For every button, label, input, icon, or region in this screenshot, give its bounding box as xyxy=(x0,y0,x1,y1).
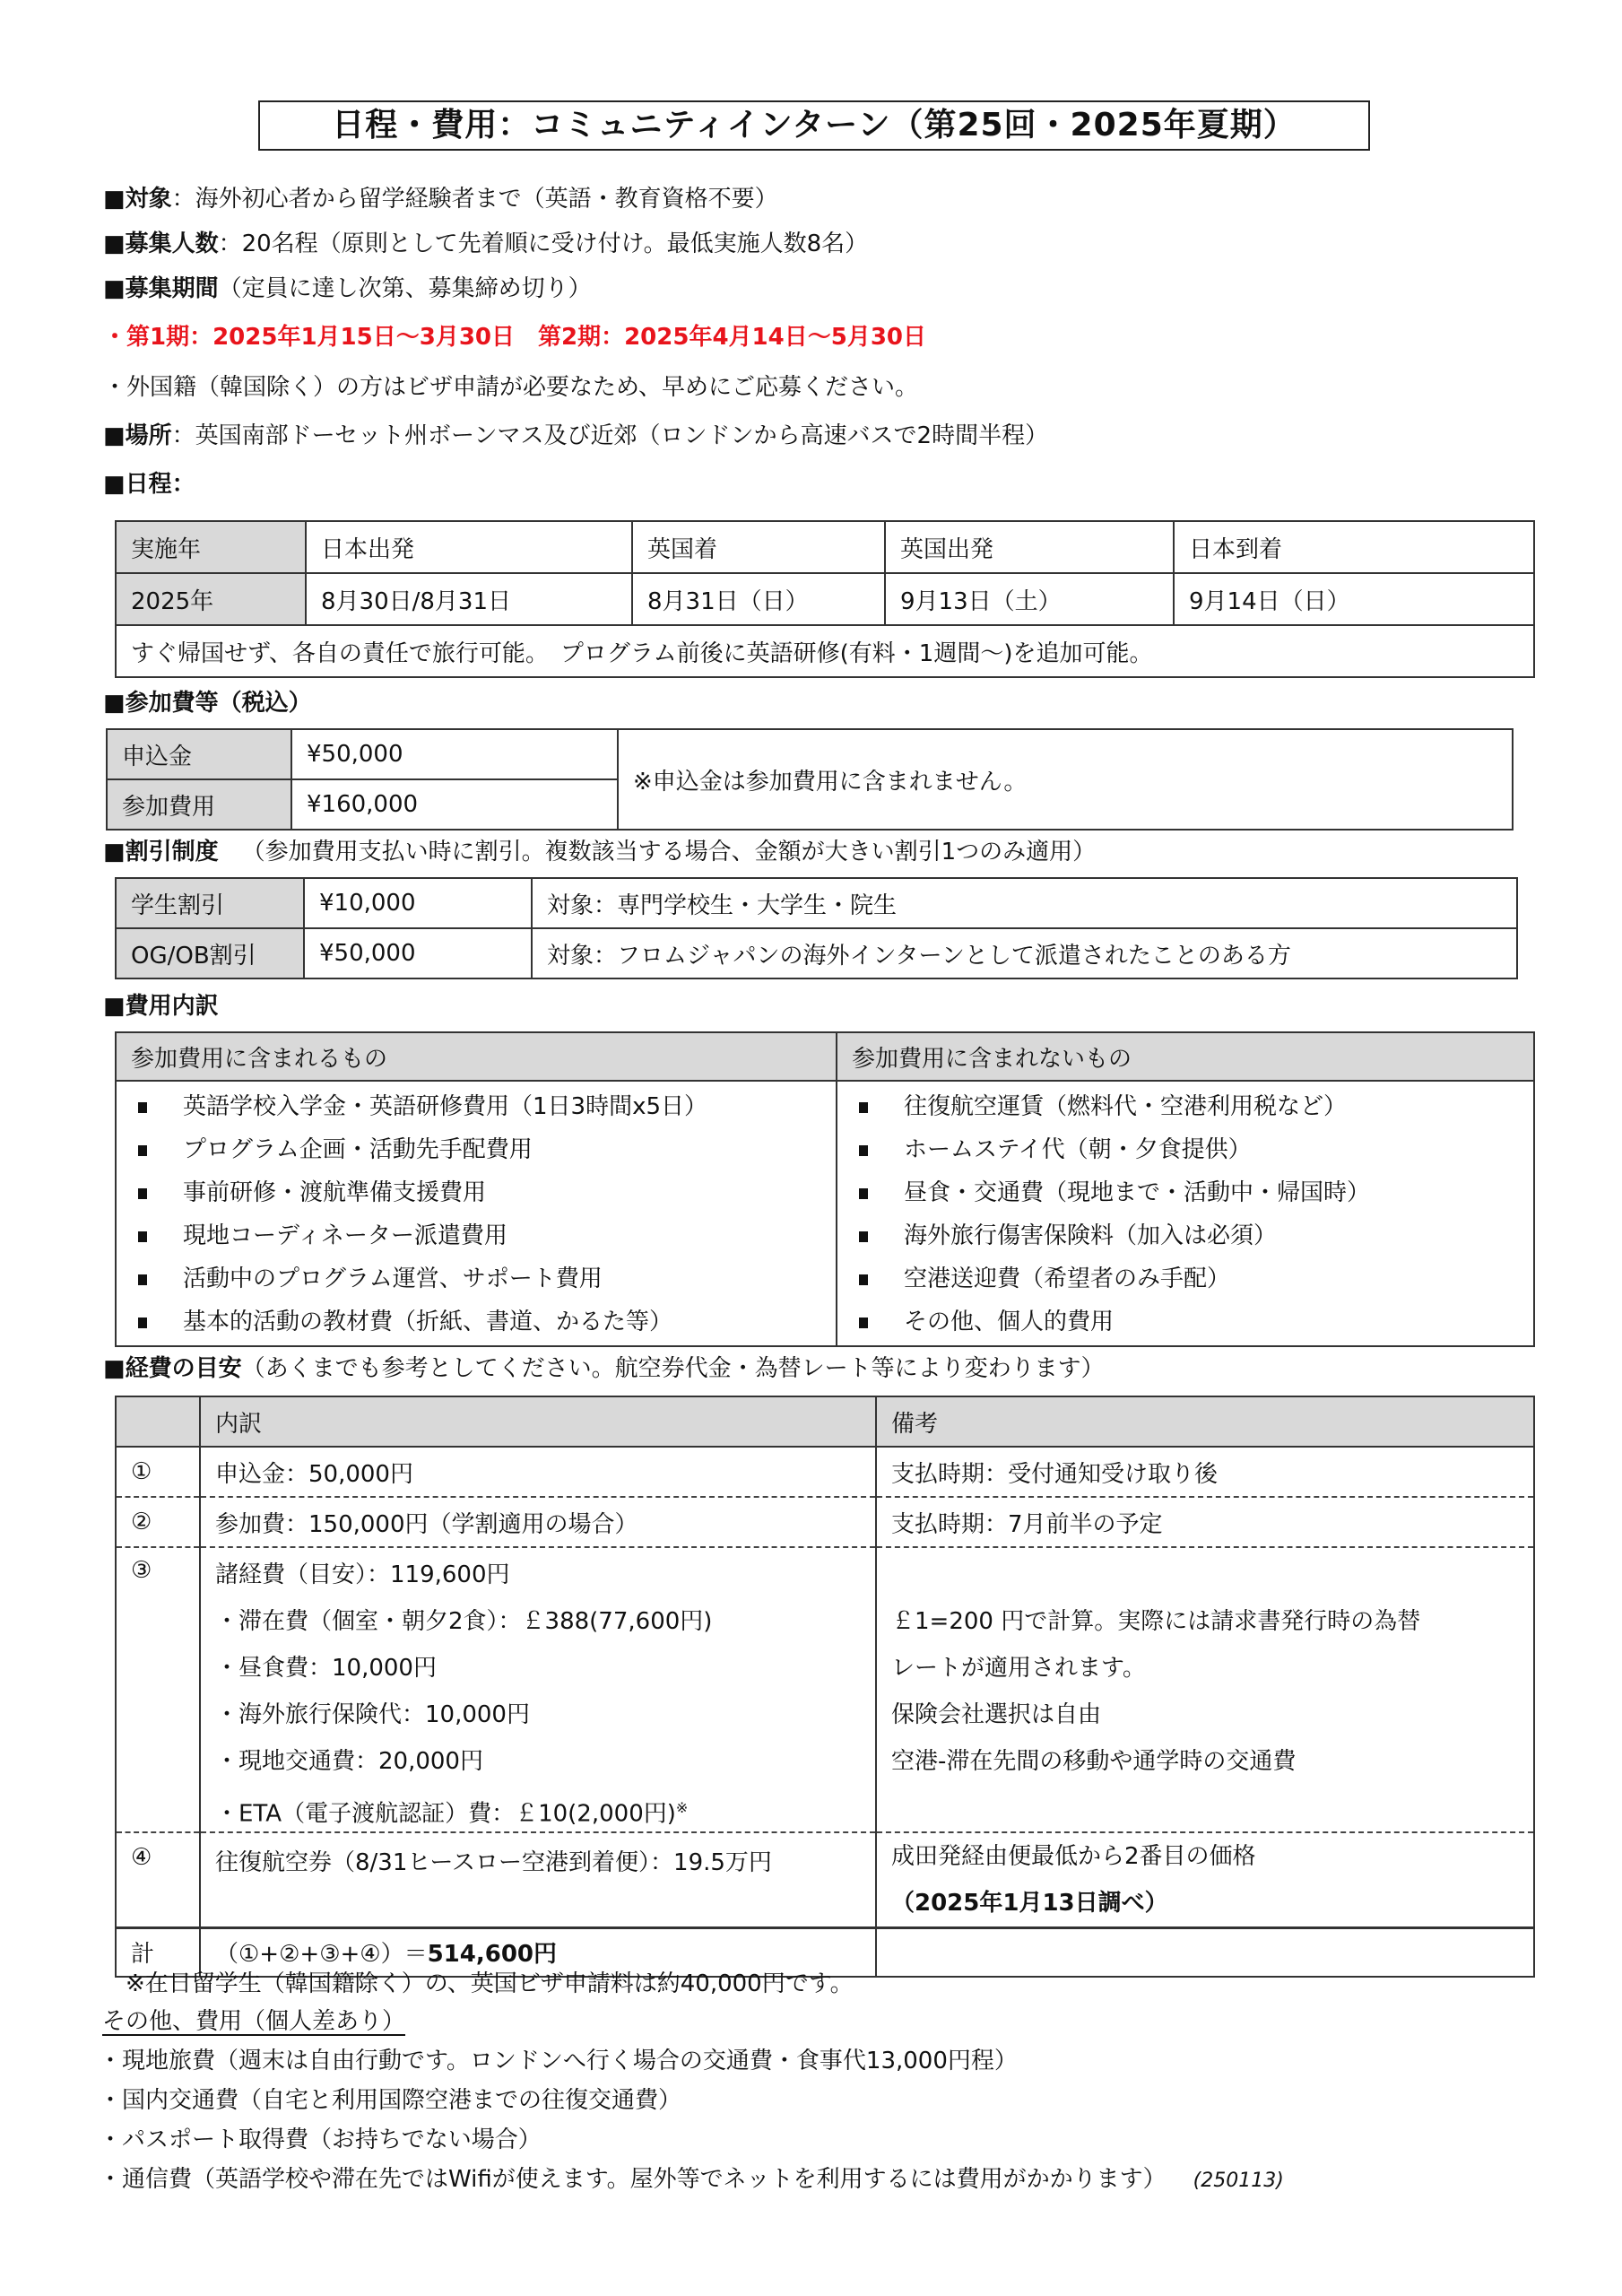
estimate-remark: 成田発経由便最低から2番目の価格 xyxy=(891,1843,1256,1870)
discount-note: （参加費用支払い時に割引。複数該当する場合、金額が大きい割引1つのみ適用） xyxy=(241,839,1097,865)
discount-row xyxy=(116,928,1517,978)
schedule-header-cell: 日本到着 xyxy=(1174,521,1534,573)
capacity-label: ■募集人数 xyxy=(103,230,219,257)
discount-amount: ¥50,000 xyxy=(304,928,532,978)
schedule-header-cell: 英国着 xyxy=(632,521,885,573)
fee-name: 参加費用 xyxy=(107,779,291,830)
estimate-subitem: ・海外旅行保険代：10,000円 xyxy=(215,1701,530,1728)
fee-amount: ¥50,000 xyxy=(291,729,618,779)
estimate-subitem-eta: ・ETA（電子渡航認証）費：￡10(2,000円)※ xyxy=(215,1799,689,1828)
other-item: ・通信費（英語学校や滞在先ではWifiが使えます。屋外等でネットを利用するには費用がかかります） xyxy=(99,2166,1167,2193)
discount-amount: ¥10,000 xyxy=(304,878,532,928)
location-line xyxy=(103,420,1048,452)
estimate-header-cell xyxy=(116,1396,200,1447)
bullet-square-icon xyxy=(859,1231,868,1242)
capacity-text: ：20名程（原則として先着順に受け付け。最低実施人数8名） xyxy=(218,230,869,257)
estimate-row-3 xyxy=(116,1547,1534,1832)
excluded-list xyxy=(837,1081,1534,1346)
period-dates: ・第1期：2025年1月15日～3月30日 第2期：2025年4月14日～5月30日 xyxy=(103,324,926,351)
estimate-remark: レートが適用されます。 xyxy=(891,1655,1146,1682)
estimate-item-detail xyxy=(200,1547,876,1832)
excluded-item: 昼食・交通費（現地まで・活動中・帰国時） xyxy=(837,1171,1533,1214)
excluded-item: その他、個人的費用 xyxy=(837,1300,1533,1344)
total-remark-empty xyxy=(876,1928,1534,1977)
schedule-cell: 9月14日（日） xyxy=(1174,573,1534,625)
visa-note: ・外国籍（韓国除く）の方はビザ申請が必要なため、早めにご応募ください。 xyxy=(103,374,918,401)
estimate-remark: 支払時期：7月前半の予定 xyxy=(876,1497,1534,1547)
included-item: 基本的活動の教材費（折紙、書道、かるた等） xyxy=(117,1300,836,1344)
estimate-header-cell: 内訳 xyxy=(200,1396,876,1447)
fees-table xyxy=(106,728,1514,831)
included-list xyxy=(116,1081,837,1346)
period-text: （定員に達し次第、募集締め切り） xyxy=(218,275,592,302)
estimate-remark: 保険会社選択は自由 xyxy=(891,1701,1102,1728)
estimate-remark: 支払時期：受付通知受け取り後 xyxy=(876,1447,1534,1497)
estimate-label: ■経費の目安 xyxy=(103,1355,242,1382)
schedule-header-row xyxy=(116,521,1534,573)
bullet-square-icon xyxy=(859,1102,868,1113)
schedule-header-cell: 実施年 xyxy=(116,521,306,573)
estimate-subitem: ・現地交通費：20,000円 xyxy=(215,1748,483,1775)
estimate-item: 諸経費（目安）：119,600円 xyxy=(215,1561,510,1588)
breakdown-label: ■費用内訳 xyxy=(103,993,219,1020)
total-value: 514,600円 xyxy=(427,1941,558,1969)
page-title: 日程・費用：コミュニティインターン（第25回・2025年夏期） xyxy=(258,100,1370,151)
estimate-num: ② xyxy=(116,1497,200,1547)
breakdown-header-row xyxy=(116,1032,1534,1081)
fee-row xyxy=(107,729,1513,779)
eta-footnote-mark: ※ xyxy=(675,1799,689,1816)
schedule-cell: 8月30日/8月31日 xyxy=(306,573,632,625)
excluded-item: 往復航空運賃（燃料代・空港利用税など） xyxy=(837,1085,1533,1128)
fees-label: ■参加費等（税込） xyxy=(103,690,312,717)
schedule-cell: 8月31日（日） xyxy=(632,573,885,625)
total-formula: （①+②+③+④）＝ xyxy=(215,1941,428,1969)
total-label: 計 xyxy=(116,1928,200,1977)
estimate-num: ④ xyxy=(116,1832,200,1928)
discount-line xyxy=(103,836,1096,868)
schedule-note: すぐ帰国せず、各自の責任で旅行可能。 プログラム前後に英語研修(有料・1週間～)を追加可能。 xyxy=(116,625,1534,677)
estimate-num: ① xyxy=(116,1447,200,1497)
included-item: 活動中のプログラム運営、サポート費用 xyxy=(117,1257,836,1300)
excluded-item: ホームステイ代（朝・夕食提供） xyxy=(837,1128,1533,1171)
estimate-item: 申込金：50,000円 xyxy=(200,1447,876,1497)
discount-name: 学生割引 xyxy=(116,878,304,928)
schedule-header-cell: 日本出発 xyxy=(306,521,632,573)
included-item: プログラム企画・活動先手配費用 xyxy=(117,1128,836,1171)
schedule-header-cell: 英国出発 xyxy=(885,521,1174,573)
fee-name: 申込金 xyxy=(107,729,291,779)
included-item: 英語学校入学金・英語研修費用（1日3時間x5日） xyxy=(117,1085,836,1128)
schedule-table xyxy=(115,520,1535,678)
schedule-label: ■日程： xyxy=(103,471,195,498)
bullet-square-icon xyxy=(138,1318,147,1328)
estimate-line xyxy=(103,1352,1105,1385)
location-label: ■場所 xyxy=(103,422,172,449)
discount-table xyxy=(115,877,1518,979)
bullet-square-icon xyxy=(138,1274,147,1285)
bullet-square-icon xyxy=(138,1145,147,1156)
discount-label: ■割引制度 xyxy=(103,839,219,865)
period-line xyxy=(103,273,592,305)
bullet-square-icon xyxy=(859,1145,868,1156)
excluded-item: 空港送迎費（希望者のみ手配） xyxy=(837,1257,1533,1300)
included-item: 現地コーディネーター派遣費用 xyxy=(117,1214,836,1257)
target-text: ：海外初心者から留学経験者まで（英語・教育資格不要） xyxy=(171,186,778,213)
target-label: ■対象 xyxy=(103,186,172,213)
included-header: 参加費用に含まれるもの xyxy=(116,1032,837,1081)
fee-note: ※申込金は参加費用に含まれません。 xyxy=(618,729,1513,830)
estimate-row xyxy=(116,1447,1534,1497)
estimate-remark-date: （2025年1月13日調べ） xyxy=(891,1890,1168,1917)
bullet-square-icon xyxy=(859,1188,868,1199)
other-item: ・パスポート取得費（お持ちでない場合） xyxy=(99,2126,542,2153)
estimate-item: 往復航空券（8/31ヒースロー空港到着便）：19.5万円 xyxy=(200,1832,876,1928)
visa-fee-note: ※在日留学生（韓国籍除く）の、英国ビザ申請料は約40,000円です。 xyxy=(126,1970,854,1997)
estimate-num: ③ xyxy=(116,1547,200,1832)
breakdown-table xyxy=(115,1031,1535,1347)
fee-amount: ¥160,000 xyxy=(291,779,618,830)
excluded-item: 海外旅行傷害保険料（加入は必須） xyxy=(837,1214,1533,1257)
discount-target: 対象：フロムジャパンの海外インターンとして派遣されたことのある方 xyxy=(532,928,1517,978)
period-label: ■募集期間 xyxy=(103,275,219,302)
other-item: ・現地旅費（週末は自由行動です。ロンドンへ行く場合の交通費・食事代13,000円程） xyxy=(99,2048,1018,2074)
discount-target: 対象：専門学校生・大学生・院生 xyxy=(532,878,1517,928)
other-item: ・国内交通費（自宅と利用国際空港までの往復交通費） xyxy=(99,2087,682,2114)
estimate-remark-detail xyxy=(876,1832,1534,1928)
estimate-item: 参加費：150,000円（学割適用の場合） xyxy=(200,1497,876,1547)
other-label: その他、費用（個人差あり） xyxy=(102,2008,406,2035)
schedule-cell: 2025年 xyxy=(116,573,306,625)
document-code: (250113) xyxy=(1193,2170,1284,2192)
capacity-line xyxy=(103,228,868,260)
estimate-header-cell: 備考 xyxy=(876,1396,1534,1447)
excluded-header: 参加費用に含まれないもの xyxy=(837,1032,1534,1081)
schedule-cell: 9月13日（土） xyxy=(885,573,1174,625)
estimate-subitem: ・昼食費：10,000円 xyxy=(215,1655,437,1682)
bullet-square-icon xyxy=(138,1102,147,1113)
bullet-square-icon xyxy=(859,1318,868,1328)
schedule-note-row xyxy=(116,625,1534,677)
bullet-square-icon xyxy=(859,1274,868,1285)
schedule-data-row xyxy=(116,573,1534,625)
bullet-square-icon xyxy=(138,1188,147,1199)
estimate-subitem: ・滞在費（個室・朝夕2食）：￡388(77,600円) xyxy=(215,1608,713,1635)
estimate-remark: ￡1=200 円で計算。実際には請求書発行時の為替 xyxy=(891,1608,1421,1635)
estimate-header-row xyxy=(116,1396,1534,1447)
estimate-remark-detail xyxy=(876,1547,1534,1832)
discount-row xyxy=(116,878,1517,928)
estimate-row-4 xyxy=(116,1832,1534,1928)
discount-name: OG/OB割引 xyxy=(116,928,304,978)
estimate-table xyxy=(115,1396,1535,1978)
bullet-square-icon xyxy=(138,1231,147,1242)
target-line xyxy=(103,183,778,215)
other-item-last xyxy=(99,2163,1284,2197)
included-item: 事前研修・渡航準備支援費用 xyxy=(117,1171,836,1214)
estimate-row xyxy=(116,1497,1534,1547)
location-text: ：英国南部ドーセット州ボーンマス及び近郊（ロンドンから高速バスで2時間半程） xyxy=(171,422,1049,449)
estimate-remark: 空港-滞在先間の移動や通学時の交通費 xyxy=(891,1748,1297,1775)
breakdown-body-row xyxy=(116,1081,1534,1346)
estimate-note: （あくまでも参考としてください。航空券代金・為替レート等により変わります） xyxy=(241,1355,1105,1382)
